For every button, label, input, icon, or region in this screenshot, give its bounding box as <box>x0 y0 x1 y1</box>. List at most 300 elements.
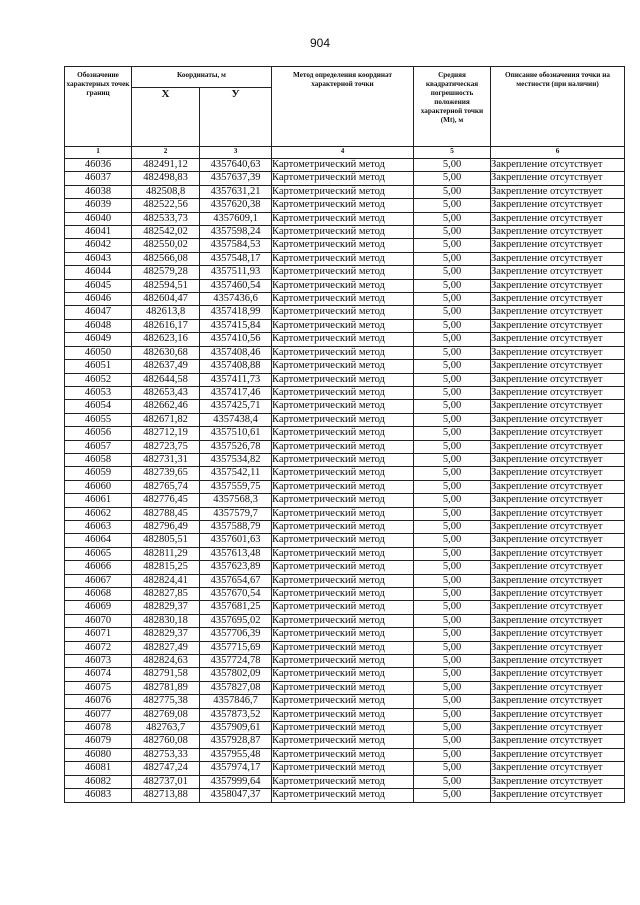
method-cell: Картометрический метод <box>272 333 414 346</box>
table-row <box>65 480 625 493</box>
table-row <box>65 561 625 574</box>
error-cell: 5,00 <box>414 386 491 399</box>
x-coordinate-cell: 482491,12 <box>132 159 200 172</box>
error-cell: 5,00 <box>414 373 491 386</box>
point-id-cell: 46056 <box>65 427 132 440</box>
y-coordinate-cell: 4357654,67 <box>200 574 272 587</box>
description-cell: Закрепление отсутствует <box>491 520 625 533</box>
x-coordinate-cell: 482713,88 <box>132 789 200 802</box>
table-row <box>65 373 625 386</box>
x-coordinate-cell: 482579,28 <box>132 266 200 279</box>
y-coordinate-cell: 4357588,79 <box>200 520 272 533</box>
x-coordinate-cell: 482796,49 <box>132 520 200 533</box>
description-cell: Закрепление отсутствует <box>491 655 625 668</box>
description-cell: Закрепление отсутствует <box>491 172 625 185</box>
description-cell: Закрепление отсутствует <box>491 789 625 802</box>
description-cell: Закрепление отсутствует <box>491 762 625 775</box>
table-row <box>65 574 625 587</box>
table-row <box>65 440 625 453</box>
y-coordinate-cell: 4357827,08 <box>200 681 272 694</box>
page-number: 904 <box>309 36 331 50</box>
table-row <box>65 507 625 520</box>
table-row <box>65 681 625 694</box>
error-cell: 5,00 <box>414 413 491 426</box>
y-coordinate-cell: 4357640,63 <box>200 159 272 172</box>
x-coordinate-cell: 482637,49 <box>132 360 200 373</box>
point-id-cell: 46039 <box>65 199 132 212</box>
x-coordinate-cell: 482791,58 <box>132 668 200 681</box>
x-coordinate-cell: 482653,43 <box>132 386 200 399</box>
y-coordinate-cell: 4357873,52 <box>200 708 272 721</box>
table-row <box>65 319 625 332</box>
error-cell: 5,00 <box>414 762 491 775</box>
description-cell: Закрепление отсутствует <box>491 668 625 681</box>
x-coordinate-cell: 482829,37 <box>132 601 200 614</box>
table-row <box>65 775 625 788</box>
y-coordinate-cell: 4357955,48 <box>200 748 272 761</box>
point-id-cell: 46059 <box>65 467 132 480</box>
y-coordinate-cell: 4357415,84 <box>200 319 272 332</box>
y-coordinate-cell: 4357609,1 <box>200 212 272 225</box>
error-cell: 5,00 <box>414 614 491 627</box>
x-coordinate-cell: 482765,74 <box>132 480 200 493</box>
method-cell: Картометрический метод <box>272 306 414 319</box>
point-id-cell: 46062 <box>65 507 132 520</box>
error-cell: 5,00 <box>414 574 491 587</box>
description-cell: Закрепление отсутствует <box>491 199 625 212</box>
x-coordinate-cell: 482788,45 <box>132 507 200 520</box>
point-id-cell: 46069 <box>65 601 132 614</box>
table-row <box>65 279 625 292</box>
x-coordinate-cell: 482827,49 <box>132 641 200 654</box>
y-coordinate-cell: 4357623,89 <box>200 561 272 574</box>
error-cell: 5,00 <box>414 239 491 252</box>
error-cell: 5,00 <box>414 440 491 453</box>
error-cell: 5,00 <box>414 333 491 346</box>
table-row <box>65 212 625 225</box>
x-coordinate-cell: 482508,8 <box>132 185 200 198</box>
y-coordinate-cell: 4357418,99 <box>200 306 272 319</box>
point-id-cell: 46047 <box>65 306 132 319</box>
point-id-cell: 46036 <box>65 159 132 172</box>
method-cell: Картометрический метод <box>272 695 414 708</box>
point-id-cell: 46054 <box>65 400 132 413</box>
table-row <box>65 494 625 507</box>
point-id-cell: 46070 <box>65 614 132 627</box>
method-cell: Картометрический метод <box>272 494 414 507</box>
method-cell: Картометрический метод <box>272 668 414 681</box>
description-cell: Закрепление отсутствует <box>491 360 625 373</box>
y-coordinate-cell: 4357510,61 <box>200 427 272 440</box>
x-coordinate-cell: 482566,08 <box>132 252 200 265</box>
description-cell: Закрепление отсутствует <box>491 708 625 721</box>
description-cell: Закрепление отсутствует <box>491 306 625 319</box>
method-cell: Картометрический метод <box>272 708 414 721</box>
error-cell: 5,00 <box>414 319 491 332</box>
header-coordinates-group: Координаты, м <box>132 67 272 88</box>
error-cell: 5,00 <box>414 668 491 681</box>
table-row <box>65 789 625 802</box>
error-cell: 5,00 <box>414 708 491 721</box>
x-coordinate-cell: 482550,02 <box>132 239 200 252</box>
method-cell: Картометрический метод <box>272 453 414 466</box>
point-id-cell: 46075 <box>65 681 132 694</box>
table-row <box>65 172 625 185</box>
method-cell: Картометрический метод <box>272 212 414 225</box>
method-cell: Картометрический метод <box>272 266 414 279</box>
y-coordinate-cell: 4357408,46 <box>200 346 272 359</box>
description-cell: Закрепление отсутствует <box>491 440 625 453</box>
y-coordinate-cell: 4357999,64 <box>200 775 272 788</box>
y-coordinate-cell: 4357568,3 <box>200 494 272 507</box>
y-coordinate-cell: 4357598,24 <box>200 226 272 239</box>
y-coordinate-cell: 4357460,54 <box>200 279 272 292</box>
point-id-cell: 46049 <box>65 333 132 346</box>
column-number: 5 <box>414 147 491 159</box>
method-cell: Картометрический метод <box>272 775 414 788</box>
table-row <box>65 199 625 212</box>
method-cell: Картометрический метод <box>272 574 414 587</box>
error-cell: 5,00 <box>414 185 491 198</box>
table-row <box>65 601 625 614</box>
x-coordinate-cell: 482824,41 <box>132 574 200 587</box>
method-cell: Картометрический метод <box>272 185 414 198</box>
method-cell: Картометрический метод <box>272 373 414 386</box>
table-row <box>65 735 625 748</box>
x-coordinate-cell: 482613,8 <box>132 306 200 319</box>
column-number: 4 <box>272 147 414 159</box>
header-method: Метод определения координат характерной точки <box>272 67 414 147</box>
column-number: 2 <box>132 147 200 159</box>
description-cell: Закрепление отсутствует <box>491 574 625 587</box>
point-id-cell: 46072 <box>65 641 132 654</box>
method-cell: Картометрический метод <box>272 199 414 212</box>
table-row <box>65 360 625 373</box>
error-cell: 5,00 <box>414 293 491 306</box>
error-cell: 5,00 <box>414 494 491 507</box>
description-cell: Закрепление отсутствует <box>491 373 625 386</box>
description-cell: Закрепление отсутствует <box>491 641 625 654</box>
description-cell: Закрепление отсутствует <box>491 453 625 466</box>
description-cell: Закрепление отсутствует <box>491 601 625 614</box>
y-coordinate-cell: 4357715,69 <box>200 641 272 654</box>
y-coordinate-cell: 4357670,54 <box>200 588 272 601</box>
description-cell: Закрепление отсутствует <box>491 775 625 788</box>
y-coordinate-cell: 4357706,39 <box>200 628 272 641</box>
column-number: 3 <box>200 147 272 159</box>
method-cell: Картометрический метод <box>272 641 414 654</box>
header-description: Описание обозначения точки на местности (при наличии) <box>491 67 625 147</box>
error-cell: 5,00 <box>414 789 491 802</box>
error-cell: 5,00 <box>414 520 491 533</box>
header-point-designation: Обозначение характерных точек границ <box>65 67 132 147</box>
point-id-cell: 46044 <box>65 266 132 279</box>
method-cell: Картометрический метод <box>272 172 414 185</box>
y-coordinate-cell: 4357637,39 <box>200 172 272 185</box>
x-coordinate-cell: 482829,37 <box>132 628 200 641</box>
description-cell: Закрепление отсутствует <box>491 722 625 735</box>
x-coordinate-cell: 482630,68 <box>132 346 200 359</box>
method-cell: Картометрический метод <box>272 252 414 265</box>
description-cell: Закрепление отсутствует <box>491 534 625 547</box>
x-coordinate-cell: 482776,45 <box>132 494 200 507</box>
error-cell: 5,00 <box>414 427 491 440</box>
table-row <box>65 427 625 440</box>
error-cell: 5,00 <box>414 480 491 493</box>
method-cell: Картометрический метод <box>272 722 414 735</box>
table-row <box>65 252 625 265</box>
table-row <box>65 520 625 533</box>
error-cell: 5,00 <box>414 159 491 172</box>
y-coordinate-cell: 4357559,75 <box>200 480 272 493</box>
table-row <box>65 185 625 198</box>
description-cell: Закрепление отсутствует <box>491 252 625 265</box>
error-cell: 5,00 <box>414 681 491 694</box>
description-cell: Закрепление отсутствует <box>491 561 625 574</box>
point-id-cell: 46061 <box>65 494 132 507</box>
error-cell: 5,00 <box>414 266 491 279</box>
description-cell: Закрепление отсутствует <box>491 494 625 507</box>
error-cell: 5,00 <box>414 695 491 708</box>
point-id-cell: 46071 <box>65 628 132 641</box>
x-coordinate-cell: 482723,75 <box>132 440 200 453</box>
table-body <box>65 159 625 803</box>
method-cell: Картометрический метод <box>272 413 414 426</box>
point-id-cell: 46037 <box>65 172 132 185</box>
point-id-cell: 46048 <box>65 319 132 332</box>
method-cell: Картометрический метод <box>272 480 414 493</box>
y-coordinate-cell: 4357534,82 <box>200 453 272 466</box>
point-id-cell: 46066 <box>65 561 132 574</box>
y-coordinate-cell: 4357526,78 <box>200 440 272 453</box>
description-cell: Закрепление отсутствует <box>491 467 625 480</box>
table-row <box>65 413 625 426</box>
point-id-cell: 46045 <box>65 279 132 292</box>
point-id-cell: 46057 <box>65 440 132 453</box>
error-cell: 5,00 <box>414 346 491 359</box>
error-cell: 5,00 <box>414 507 491 520</box>
description-cell: Закрепление отсутствует <box>491 681 625 694</box>
table-row <box>65 762 625 775</box>
x-coordinate-cell: 482805,51 <box>132 534 200 547</box>
description-cell: Закрепление отсутствует <box>491 185 625 198</box>
y-coordinate-cell: 4357974,17 <box>200 762 272 775</box>
x-coordinate-cell: 482815,25 <box>132 561 200 574</box>
x-coordinate-cell: 482753,33 <box>132 748 200 761</box>
table-row <box>65 534 625 547</box>
x-coordinate-cell: 482623,16 <box>132 333 200 346</box>
method-cell: Картометрический метод <box>272 319 414 332</box>
y-coordinate-cell: 4357408,88 <box>200 360 272 373</box>
description-cell: Закрепление отсутствует <box>491 628 625 641</box>
method-cell: Картометрический метод <box>272 614 414 627</box>
error-cell: 5,00 <box>414 561 491 574</box>
description-cell: Закрепление отсутствует <box>491 279 625 292</box>
x-coordinate-cell: 482769,08 <box>132 708 200 721</box>
method-cell: Картометрический метод <box>272 427 414 440</box>
table-row <box>65 346 625 359</box>
x-coordinate-cell: 482763,7 <box>132 722 200 735</box>
error-cell: 5,00 <box>414 655 491 668</box>
y-coordinate-cell: 4357695,02 <box>200 614 272 627</box>
y-coordinate-cell: 4357411,73 <box>200 373 272 386</box>
y-coordinate-cell: 4357542,11 <box>200 467 272 480</box>
x-coordinate-cell: 482739,65 <box>132 467 200 480</box>
table-header <box>65 67 625 159</box>
error-cell: 5,00 <box>414 628 491 641</box>
description-cell: Закрепление отсутствует <box>491 614 625 627</box>
description-cell: Закрепление отсутствует <box>491 735 625 748</box>
description-cell: Закрепление отсутствует <box>491 239 625 252</box>
x-coordinate-cell: 482712,19 <box>132 427 200 440</box>
table-row <box>65 641 625 654</box>
x-coordinate-cell: 482781,89 <box>132 681 200 694</box>
table-row <box>65 614 625 627</box>
table-row <box>65 467 625 480</box>
description-cell: Закрепление отсутствует <box>491 400 625 413</box>
y-coordinate-cell: 4357410,56 <box>200 333 272 346</box>
error-cell: 5,00 <box>414 641 491 654</box>
method-cell: Картометрический метод <box>272 293 414 306</box>
error-cell: 5,00 <box>414 601 491 614</box>
method-cell: Картометрический метод <box>272 601 414 614</box>
table-row <box>65 708 625 721</box>
y-coordinate-cell: 4357846,7 <box>200 695 272 708</box>
point-id-cell: 46038 <box>65 185 132 198</box>
y-coordinate-cell: 4357681,25 <box>200 601 272 614</box>
point-id-cell: 46080 <box>65 748 132 761</box>
method-cell: Картометрический метод <box>272 467 414 480</box>
y-coordinate-cell: 4357436,6 <box>200 293 272 306</box>
y-coordinate-cell: 4357631,21 <box>200 185 272 198</box>
y-coordinate-cell: 4357425,71 <box>200 400 272 413</box>
point-id-cell: 46053 <box>65 386 132 399</box>
point-id-cell: 46065 <box>65 547 132 560</box>
method-cell: Картометрический метод <box>272 346 414 359</box>
error-cell: 5,00 <box>414 588 491 601</box>
x-coordinate-cell: 482824,63 <box>132 655 200 668</box>
coordinates-table <box>64 66 625 803</box>
x-coordinate-cell: 482737,01 <box>132 775 200 788</box>
error-cell: 5,00 <box>414 212 491 225</box>
error-cell: 5,00 <box>414 534 491 547</box>
error-cell: 5,00 <box>414 748 491 761</box>
method-cell: Картометрический метод <box>272 440 414 453</box>
point-id-cell: 46043 <box>65 252 132 265</box>
method-cell: Картометрический метод <box>272 735 414 748</box>
point-id-cell: 46082 <box>65 775 132 788</box>
error-cell: 5,00 <box>414 360 491 373</box>
method-cell: Картометрический метод <box>272 386 414 399</box>
description-cell: Закрепление отсутствует <box>491 413 625 426</box>
x-coordinate-cell: 482542,02 <box>132 226 200 239</box>
point-id-cell: 46051 <box>65 360 132 373</box>
y-coordinate-cell: 4357724,78 <box>200 655 272 668</box>
y-coordinate-cell: 4357584,53 <box>200 239 272 252</box>
table-row <box>65 722 625 735</box>
x-coordinate-cell: 482616,17 <box>132 319 200 332</box>
description-cell: Закрепление отсутствует <box>491 547 625 560</box>
description-cell: Закрепление отсутствует <box>491 346 625 359</box>
table-row <box>65 668 625 681</box>
point-id-cell: 46073 <box>65 655 132 668</box>
y-coordinate-cell: 4357928,87 <box>200 735 272 748</box>
point-id-cell: 46040 <box>65 212 132 225</box>
method-cell: Картометрический метод <box>272 534 414 547</box>
x-coordinate-cell: 482498,83 <box>132 172 200 185</box>
method-cell: Картометрический метод <box>272 360 414 373</box>
point-id-cell: 46068 <box>65 588 132 601</box>
table-row <box>65 588 625 601</box>
description-cell: Закрепление отсутствует <box>491 212 625 225</box>
point-id-cell: 46077 <box>65 708 132 721</box>
x-coordinate-cell: 482775,38 <box>132 695 200 708</box>
point-id-cell: 46041 <box>65 226 132 239</box>
error-cell: 5,00 <box>414 226 491 239</box>
column-numbers-row <box>65 147 625 159</box>
point-id-cell: 46063 <box>65 520 132 533</box>
x-coordinate-cell: 482644,58 <box>132 373 200 386</box>
error-cell: 5,00 <box>414 735 491 748</box>
table-row <box>65 159 625 172</box>
table-row <box>65 226 625 239</box>
method-cell: Картометрический метод <box>272 655 414 668</box>
point-id-cell: 46042 <box>65 239 132 252</box>
method-cell: Картометрический метод <box>272 789 414 802</box>
point-id-cell: 46060 <box>65 480 132 493</box>
method-cell: Картометрический метод <box>272 239 414 252</box>
description-cell: Закрепление отсутствует <box>491 386 625 399</box>
x-coordinate-cell: 482594,51 <box>132 279 200 292</box>
y-coordinate-cell: 4357620,38 <box>200 199 272 212</box>
table-row <box>65 628 625 641</box>
point-id-cell: 46078 <box>65 722 132 735</box>
point-id-cell: 46052 <box>65 373 132 386</box>
x-coordinate-cell: 482533,73 <box>132 212 200 225</box>
description-cell: Закрепление отсутствует <box>491 333 625 346</box>
table-row <box>65 655 625 668</box>
x-coordinate-cell: 482604,47 <box>132 293 200 306</box>
header-x: X <box>132 88 200 147</box>
error-cell: 5,00 <box>414 172 491 185</box>
table-row <box>65 400 625 413</box>
error-cell: 5,00 <box>414 722 491 735</box>
x-coordinate-cell: 482731,31 <box>132 453 200 466</box>
y-coordinate-cell: 4357438,4 <box>200 413 272 426</box>
error-cell: 5,00 <box>414 279 491 292</box>
y-coordinate-cell: 4358047,37 <box>200 789 272 802</box>
y-coordinate-cell: 4357548,17 <box>200 252 272 265</box>
description-cell: Закрепление отсутствует <box>491 480 625 493</box>
x-coordinate-cell: 482522,56 <box>132 199 200 212</box>
table-row <box>65 239 625 252</box>
point-id-cell: 46055 <box>65 413 132 426</box>
method-cell: Картометрический метод <box>272 561 414 574</box>
method-cell: Картометрический метод <box>272 628 414 641</box>
table-row <box>65 695 625 708</box>
method-cell: Картометрический метод <box>272 226 414 239</box>
point-id-cell: 46083 <box>65 789 132 802</box>
description-cell: Закрепление отсутствует <box>491 748 625 761</box>
table-row <box>65 333 625 346</box>
table-row <box>65 306 625 319</box>
description-cell: Закрепление отсутствует <box>491 159 625 172</box>
point-id-cell: 46079 <box>65 735 132 748</box>
y-coordinate-cell: 4357511,93 <box>200 266 272 279</box>
x-coordinate-cell: 482671,82 <box>132 413 200 426</box>
header-mean-square-error: Средняя квадратическая погрешность положения характерной точки (Mt), м <box>414 67 491 147</box>
description-cell: Закрепление отсутствует <box>491 319 625 332</box>
